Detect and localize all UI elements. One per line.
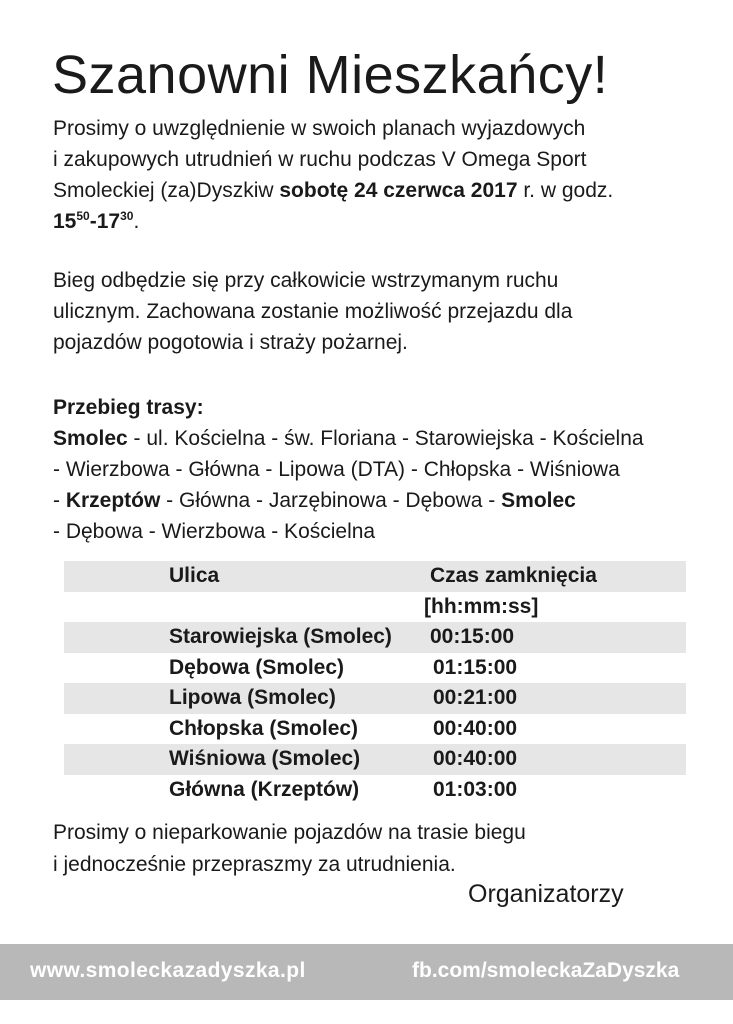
route-line-4: - Dębowa - Wierzbowa - Kościelna: [53, 520, 376, 543]
time-period: .: [133, 210, 140, 233]
time-start-hour: 15: [53, 210, 77, 233]
table-row: [64, 744, 686, 775]
intro-line-3-end: r. w godz.: [517, 179, 614, 202]
time-end-hour: 17: [96, 210, 121, 233]
intro-line-1: Prosimy o uwzględnienie w swoich planach wyjazdowych: [53, 117, 586, 140]
street-cell: Główna (Krzeptów): [169, 777, 360, 801]
time-cell: 00:40:00: [433, 716, 518, 740]
time-unit-label: [hh:mm:ss]: [424, 594, 539, 618]
time-cell: 01:03:00: [433, 777, 518, 801]
table-row: [64, 775, 686, 806]
route-line-3-dash: -: [53, 489, 66, 512]
route-line-1-text: - ul. Kościelna - św. Floriana - Starowiejska - Kościelna: [127, 427, 644, 450]
signature: Organizatorzy: [468, 880, 624, 908]
event-time: [53, 206, 723, 237]
website-link[interactable]: www.smoleckazadyszka.pl: [30, 959, 306, 982]
intro-line-2: i zakupowych utrudnień w ruchu podczas V Omega Sport: [53, 148, 587, 171]
intro-line-3-start: Smoleckiej (za)Dyszkiw: [53, 179, 280, 202]
footer-bar: [0, 944, 733, 1000]
intro-paragraph: [53, 113, 723, 237]
closing-line-2: i jednocześnie przepraszmy za utrudnienia.: [53, 853, 456, 876]
route-section: [53, 392, 723, 547]
event-date: sobotę 24 czerwca 2017: [279, 179, 518, 202]
table-row: [64, 683, 686, 714]
time-cell: 00:40:00: [433, 747, 518, 770]
notice-line-2: ulicznym. Zachowana zostanie możliwość przejazdu dla: [53, 300, 573, 323]
facebook-link[interactable]: fb.com/smoleckaZaDyszka: [412, 959, 680, 982]
street-cell: Chłopska (Smolec): [169, 716, 359, 740]
time-cell: 01:15:00: [433, 655, 518, 679]
table-header-row: [64, 561, 686, 592]
page-title: Szanowni Mieszkańcy!: [52, 45, 609, 105]
time-end-minutes: 30: [120, 209, 134, 223]
street-cell: Starowiejska (Smolec): [169, 625, 392, 648]
route-town-krzeptow: Krzeptów: [65, 489, 161, 512]
route-line-3-text: - Główna - Jarzębinowa - Dębowa -: [160, 489, 502, 512]
table-row: [64, 714, 686, 745]
street-cell: Lipowa (Smolec): [169, 686, 336, 709]
time-cell: 00:21:00: [433, 686, 518, 709]
traffic-notice-paragraph: [53, 265, 723, 358]
route-start-town: Smolec: [53, 427, 128, 450]
time-cell: 00:15:00: [430, 625, 515, 648]
table-row: [64, 653, 686, 684]
table-row: [64, 622, 686, 653]
street-cell: Dębowa (Smolec): [169, 655, 345, 679]
time-dash: -: [89, 210, 97, 233]
route-town-smolec: Smolec: [501, 489, 576, 512]
route-line-1: [53, 423, 723, 454]
route-heading: Przebieg trasy:: [53, 396, 204, 419]
route-line-3: [53, 485, 723, 516]
notice-line-3: pojazdów pogotowia i straży pożarnej.: [53, 331, 408, 354]
time-start-minutes: 50: [76, 209, 90, 223]
table-unit-row: [64, 592, 686, 623]
intro-line-3: [53, 175, 723, 206]
notice-line-1: Bieg odbędzie się przy całkowicie wstrzymanym ruchu: [53, 269, 559, 292]
closing-paragraph: [53, 817, 526, 881]
closing-line-1: Prosimy o nieparkowanie pojazdów na trasie biegu: [53, 821, 526, 844]
street-column-header: Ulica: [169, 564, 220, 587]
closure-table: [64, 561, 686, 805]
route-line-2: - Wierzbowa - Główna - Lipowa (DTA) - Chłopska - Wiśniowa: [53, 458, 620, 481]
street-cell: Wiśniowa (Smolec): [169, 747, 361, 770]
time-column-header: Czas zamknięcia: [430, 564, 597, 587]
